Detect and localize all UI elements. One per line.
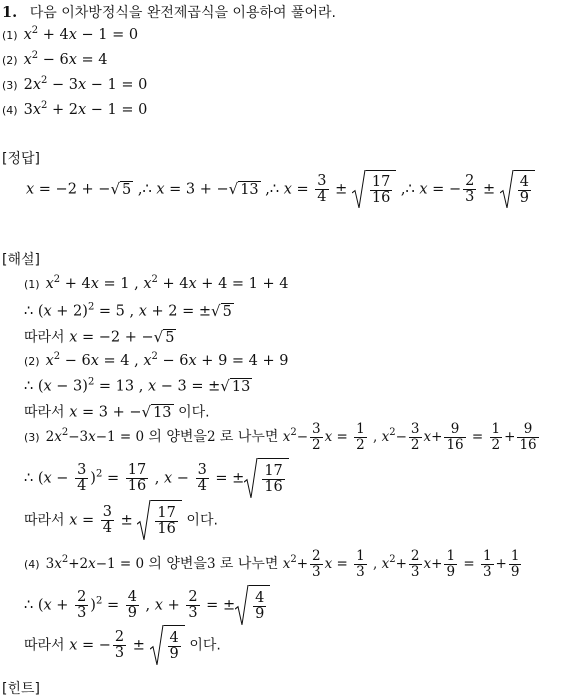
problem-header [2, 4, 336, 22]
answer-heading: [정답] [2, 151, 40, 167]
solution-4-line-3: 따라서 x = − $\frac{2}{3}$ ± $\frac{4}{9}$ 이다. [24, 625, 221, 666]
solution-heading: [해설] [2, 252, 40, 268]
problem-statement: 다음 이차방정식을 완전제곱식을 이용하여 풀어라. [29, 5, 337, 21]
solution-1-line-3: 따라서 x = −2 + −√ 5 [24, 328, 175, 346]
answer-line: x = −2 + −√ 5 ,∴ x = 3 + −√ 13 ,∴ x = $\frac{3}{4}$ ± $\frac{17}{16}$ ,∴ x = − $\frac{2}{3}$ ± $\frac{4}{9}$ [26, 170, 535, 209]
problem-number: 1. [2, 4, 18, 21]
problem-item-1: (1) $x^2 + 4x - 1 = 0$ [2, 25, 139, 43]
hint-heading: [힌트] [2, 681, 40, 697]
solution-2-line-3: 따라서 x = 3 + −√ 13 이다. [24, 403, 210, 421]
solution-2-line-2: ∴ $(x - 3)^2 = 13$ , x − 3 = ±√ 13 [24, 376, 251, 395]
solution-3-line-2: ∴ (x − $\frac{3}{4}$ )$^2$ = $\frac{17}{16}$ , x − $\frac{3}{4}$ = ± $\frac{17}{16}$ [24, 458, 289, 499]
item-number: (2) [2, 54, 18, 67]
item-number: (4) [2, 104, 18, 117]
solution-1-line-1: (1) $x^2 + 4x = 1$ , $x^2 + 4x + 4 = 1 + 4$ [24, 274, 289, 292]
solution-4-line-1: (4) $3x^2+2x-1 = 0$ 의 양변을3 로 나누면 $x^2+$ $\frac{2}{3}$ x = $\frac{1}{3}$ , $x^2+$ $\frac{2}{3}$ x+ $\frac{1}{9}$ = $\frac{1}{3}$ + $\frac{1}{9}$ [24, 548, 520, 580]
problem-item-2: (2) $x^2 - 6x = 4$ [2, 50, 108, 68]
problem-item-4: (4) $3x^2 + 2x - 1 = 0$ [2, 100, 148, 118]
solution-4-line-2: ∴ (x + $\frac{2}{3}$ )$^2$ = $\frac{4}{9}$ , x + $\frac{2}{3}$ = ± $\frac{4}{9}$ [24, 585, 270, 626]
item-number: (1) [2, 29, 18, 42]
solution-1-line-2: ∴ $(x + 2)^2 = 5$ , x + 2 = ±√ 5 [24, 301, 232, 320]
problem-item-3: (3) $2x^2 - 3x - 1 = 0$ [2, 75, 148, 93]
solution-3-line-1: (3) $2x^2-3x-1 = 0$ 의 양변을2 로 나누면 $x^2-$ $\frac{3}{2}$ x = $\frac{1}{2}$ , $x^2-$ $\frac{3}{2}$ x+ $\frac{9}{16}$ = $\frac{1}{2}$ + $\frac{9}{16}$ [24, 421, 537, 453]
item-number: (3) [2, 79, 18, 92]
solution-2-line-1: (2) $x^2 - 6x = 4$ , $x^2 - 6x + 9 = 4 + 9$ [24, 351, 289, 369]
solution-3-line-3: 따라서 x = $\frac{3}{4}$ ± $\frac{17}{16}$ 이다. [24, 500, 218, 541]
